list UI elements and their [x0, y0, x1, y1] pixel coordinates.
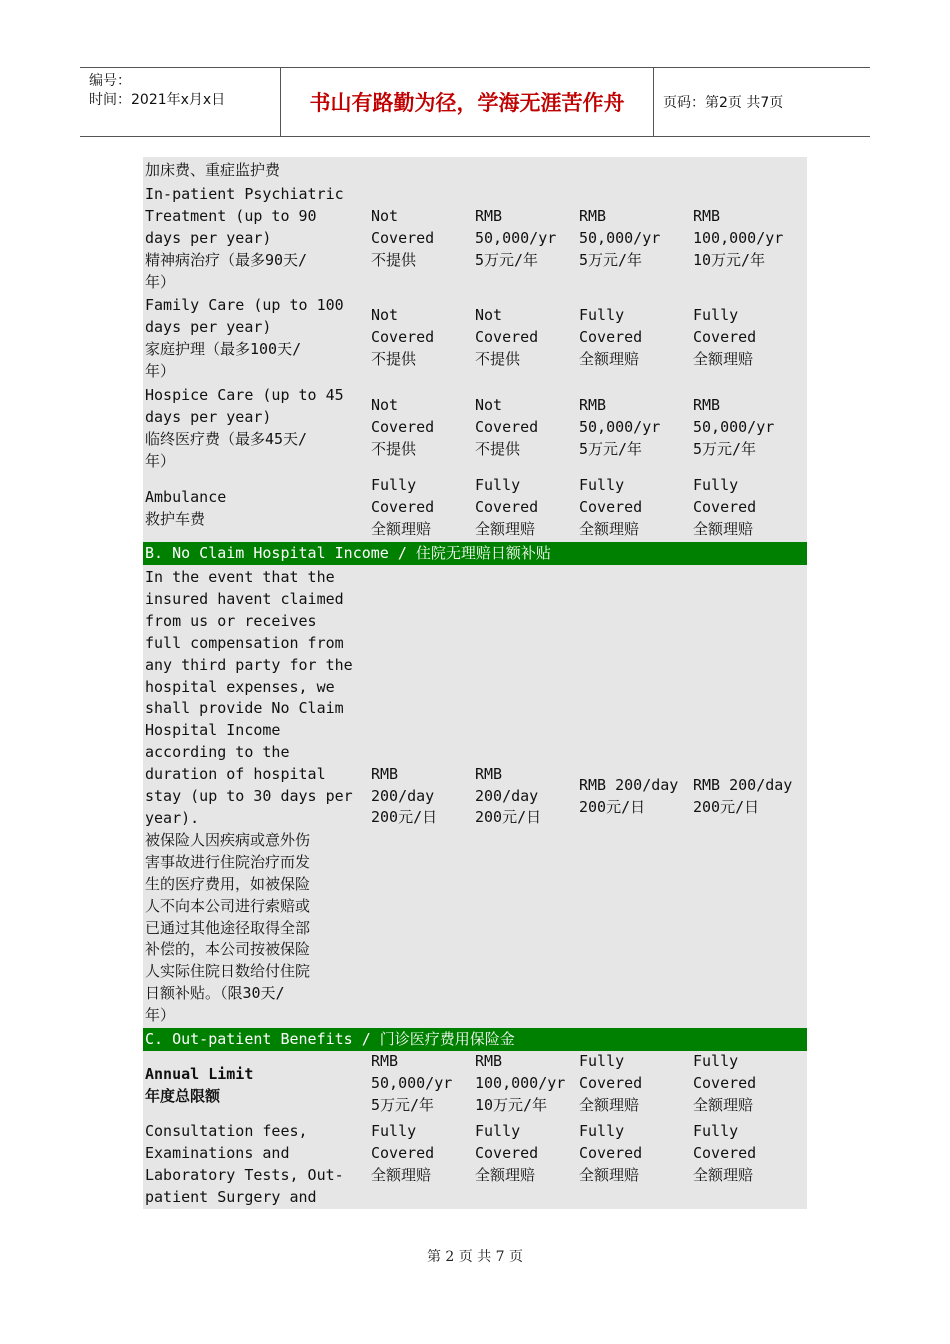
- table-row: [143, 1051, 807, 1121]
- header-motto: 书山有路勤为径，学海无涯苦作舟: [281, 68, 654, 136]
- plan-3-value: Fully Covered 全额理赔: [579, 1052, 643, 1114]
- table-row: [143, 295, 807, 385]
- benefits-table: [143, 157, 807, 1209]
- plan-2-value: RMB 100,000/yr 10万元/年: [475, 1052, 566, 1114]
- plan-1-value: Fully Covered 全额理赔: [371, 476, 435, 538]
- table-row: [143, 184, 807, 295]
- plan-1-value: RMB 200/day 200元/日: [371, 764, 438, 827]
- plan-2-value: Fully Covered 全额理赔: [475, 476, 539, 538]
- plan-4-value: RMB 100,000/yr 10万元/年: [693, 207, 784, 269]
- table-row: [143, 1121, 807, 1209]
- annual-limit-en: Annual Limit: [145, 1065, 254, 1084]
- annual-limit-label: [143, 1051, 371, 1121]
- benefit-description: In the event that the insured havent claimed from us or receives full compensation from any third party for the hospital expenses, we shall provide No Claim Hospital Income according to the duration of hospital stay (up to 30 days per year). 被保险人因疾病或意外伤 害事故进行住院治疗而发 生的医疗费用，如被保险 人不向本公司进行索赔或 已通过其他途径取得全部 补偿的，本公司按被保险 人实际住院日数给付住院 日额补贴。（限30天/ 年）: [145, 568, 353, 1025]
- plan-3-value: Fully Covered 全额理赔: [579, 306, 643, 368]
- plan-2-value: Not Covered 不提供: [475, 396, 539, 458]
- plan-1-value: Not Covered 不提供: [371, 207, 435, 269]
- benefit-name: Ambulance 救护车费: [145, 487, 227, 528]
- plan-2-value: RMB 50,000/yr 5万元/年: [475, 207, 557, 269]
- plan-4-value: Fully Covered 全额理赔: [693, 306, 757, 368]
- plan-2-value: Not Covered 不提供: [475, 306, 539, 368]
- plan-4-value: Fully Covered 全额理赔: [693, 1052, 757, 1114]
- plan-2-value: RMB 200/day 200元/日: [475, 764, 542, 827]
- header-page-label: 页码：第2页 共7页: [663, 95, 784, 111]
- plan-3-value: Fully Covered 全额理赔: [579, 476, 643, 538]
- plan-1-value: Fully Covered 全额理赔: [371, 1122, 435, 1184]
- plan-2-value: Fully Covered 全额理赔: [475, 1122, 539, 1184]
- plan-3-value: [579, 157, 693, 184]
- plan-1-value: [371, 157, 475, 184]
- doc-number-label: 编号：: [89, 73, 131, 89]
- plan-4-value: Fully Covered 全额理赔: [693, 476, 757, 538]
- table-row: [143, 385, 807, 475]
- benefit-name: In-patient Psychiatric Treatment (up to 90 days per year) 精神病治疗（最多90天/ 年）: [145, 185, 344, 291]
- plan-2-value: [475, 157, 579, 184]
- plan-1-value: Not Covered 不提供: [371, 396, 435, 458]
- plan-3-value: Fully Covered 全额理赔: [579, 1122, 643, 1184]
- plan-3-value: RMB 200/day 200元/日: [579, 775, 679, 816]
- section-header-c: C. Out-patient Benefits / 门诊医疗费用保险金: [143, 1028, 807, 1051]
- table-row: [143, 157, 807, 184]
- table-row: [143, 475, 807, 542]
- doc-date-label: 时间：2021年x月x日: [89, 92, 226, 108]
- benefit-name: Consultation fees, Examinations and Laboratory Tests, Out- patient Surgery and: [145, 1122, 344, 1206]
- plan-1-value: Not Covered 不提供: [371, 306, 435, 368]
- plan-4-value: Fully Covered 全额理赔: [693, 1122, 757, 1184]
- plan-3-value: RMB 50,000/yr 5万元/年: [579, 396, 661, 458]
- benefit-name: Family Care (up to 100 days per year) 家庭护理（最多100天/ 年）: [145, 296, 344, 380]
- plan-4-value: RMB 200/day 200元/日: [693, 775, 793, 816]
- table-row: [143, 565, 807, 1028]
- page-footer: 第 2 页 共 7 页: [426, 1249, 524, 1265]
- plan-4-value: RMB 50,000/yr 5万元/年: [693, 396, 775, 458]
- benefit-name: 加床费、重症监护费: [145, 161, 281, 179]
- annual-limit-cn: 年度总限额: [145, 1087, 221, 1105]
- benefit-name: Hospice Care (up to 45 days per year) 临终医疗费（最多45天/ 年）: [145, 386, 344, 470]
- header-info: [80, 68, 281, 136]
- plan-1-value: RMB 50,000/yr 5万元/年: [371, 1052, 453, 1114]
- page-header: [80, 67, 870, 137]
- plan-4-value: [693, 157, 807, 184]
- section-header-b: B. No Claim Hospital Income / 住院无理赔日额补贴: [143, 542, 807, 565]
- plan-3-value: RMB 50,000/yr 5万元/年: [579, 207, 661, 269]
